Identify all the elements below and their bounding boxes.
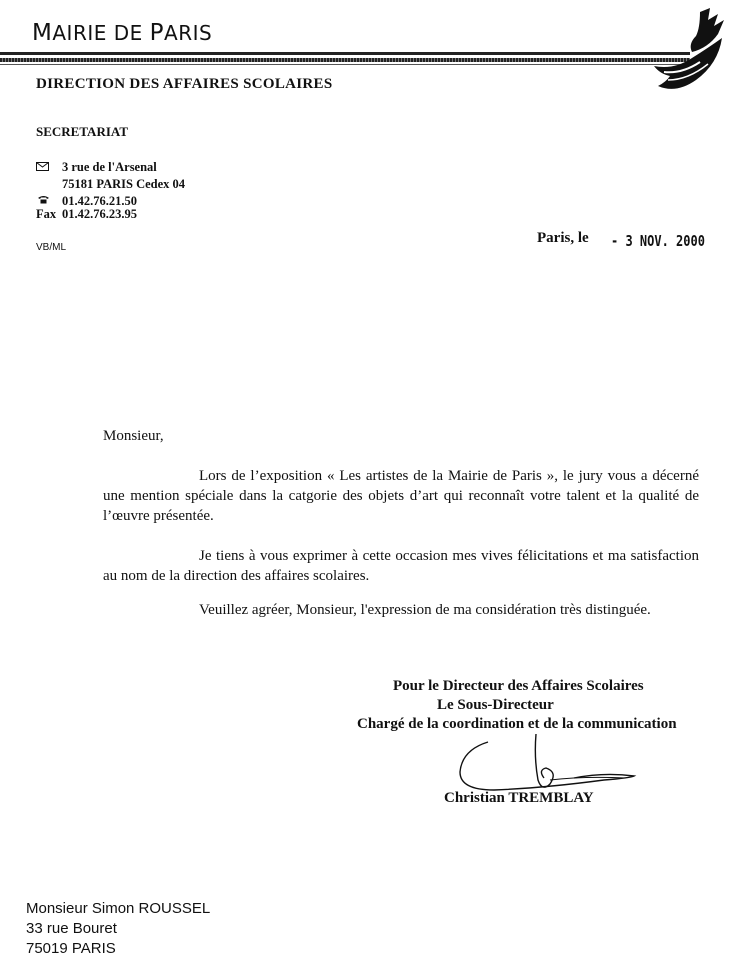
paragraph-2 (103, 546, 699, 586)
service-name: SECRETARIAT (36, 124, 128, 139)
paragraph-2-text: Je tiens à vous exprimer à cette occasion mes vives félicitations et ma satisfaction au nom de la direction des affaires scolaires. (103, 548, 699, 584)
mairie-logo (648, 8, 728, 94)
dateline-stamp: - 3 NOV. 2000 (611, 232, 705, 250)
recipient-city: 75019 PARIS (26, 940, 116, 957)
organization-text: MAIRIE DE PARIS (32, 20, 213, 46)
department-name: DIRECTION DES AFFAIRES SCOLAIRES (36, 76, 333, 92)
signatory-line-1: Pour le Directeur des Affaires Scolaires (393, 678, 644, 694)
reference-code: VB/ML (36, 242, 67, 253)
address-line-2: 75181 PARIS Cedex 04 (62, 177, 186, 191)
paragraph-1 (103, 466, 699, 526)
paragraph-1-text: Lors de l’exposition « Les artistes de la Mairie de Paris », le jury vous a décerné une mention spéciale dans la catgorie des objets d’art qui reconnaît votre talent et la qualité de l’œuvre présentée. (103, 468, 699, 524)
envelope-icon (36, 162, 49, 171)
address-line-1: 3 rue de l'Arsenal (62, 160, 157, 174)
letterhead-rule (0, 52, 690, 66)
salutation: Monsieur, (103, 428, 164, 444)
signatory-line-2: Le Sous-Directeur (437, 697, 554, 713)
recipient-street: 33 rue Bouret (26, 920, 117, 937)
closing-formula: Veuillez agréer, Monsieur, l'expression de ma considération très distinguée. (199, 602, 651, 618)
dateline-place: Paris, le (537, 230, 589, 246)
telephone-icon (38, 195, 49, 204)
organization-name (32, 20, 212, 46)
fax-label: Fax (36, 207, 57, 221)
signatory-line-3: Chargé de la coordination et de la communication (357, 716, 677, 732)
phone-number: 01.42.76.21.50 (62, 194, 137, 208)
recipient-name: Monsieur Simon ROUSSEL (26, 900, 211, 917)
fax-number: 01.42.76.23.95 (62, 207, 137, 221)
signatory-name: Christian TREMBLAY (444, 790, 594, 806)
